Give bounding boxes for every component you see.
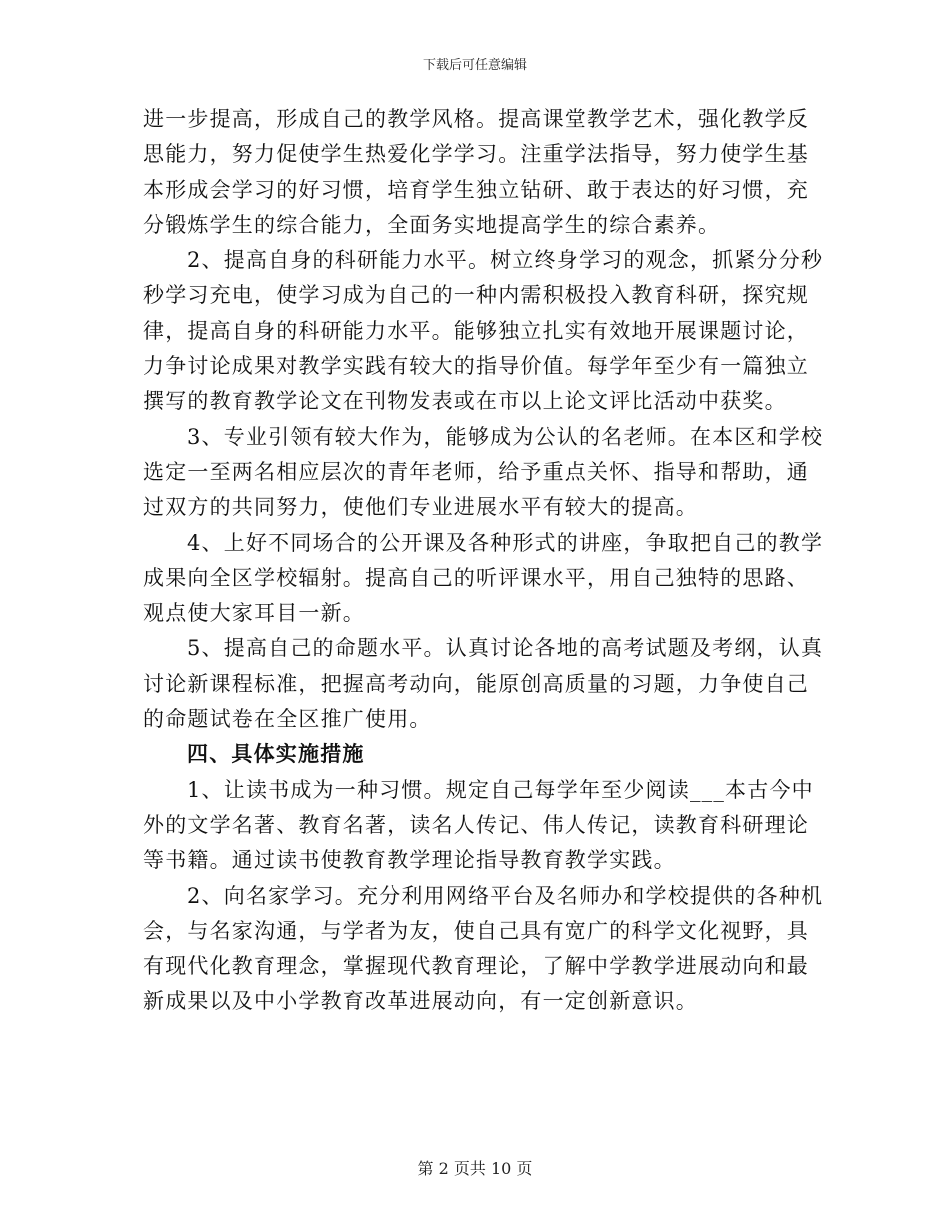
document-body <box>143 102 824 1020</box>
text-line: 秒学习充电，使学习成为自己的一种内需积极投入教育科研，探究规 <box>143 283 809 308</box>
page-header: 下载后可任意编辑 <box>422 58 527 73</box>
page-footer: 第 2 页共 10 页 <box>417 1159 533 1178</box>
text-line: 选定一至两名相应层次的青年老师，给予重点关怀、指导和帮助，通 <box>143 459 809 484</box>
text-line: 撰写的教育教学论文在刊物发表或在市以上论文评比活动中获奖。 <box>143 389 787 414</box>
text-line: 思能力，努力促使学生热爱化学学习。注重学法指导，努力使学生基 <box>143 142 809 167</box>
text-line: 律，提高自身的科研能力水平。能够独立扎实有效地开展课题讨论， <box>143 318 809 343</box>
text-line: 新成果以及中小学教育改革进展动向，有一定创新意识。 <box>143 989 698 1014</box>
text-line: 1、让读书成为一种习惯。规定自己每学年至少阅读___本古今中 <box>187 777 814 802</box>
text-line: 讨论新课程标准，把握高考动向，能原创高质量的习题，力争使自己 <box>143 671 809 696</box>
text-line: 会，与名家沟通，与学者为友，使自己具有宽广的科学文化视野，具 <box>143 918 809 943</box>
section-heading: 四、具体实施措施 <box>187 742 365 767</box>
text-line: 成果向全区学校辐射。提高自己的听评课水平，用自己独特的思路、 <box>143 565 809 590</box>
text-line: 有现代化教育理念，掌握现代教育理论，了解中学教学进展动向和最 <box>143 954 809 979</box>
text-line: 分锻炼学生的综合能力，全面务实地提高学生的综合素养。 <box>143 212 721 237</box>
text-line: 过双方的共同努力，使他们专业进展水平有较大的提高。 <box>143 495 698 520</box>
text-line: 2、向名家学习。充分利用网络平台及名师办和学校提供的各种机 <box>187 883 824 908</box>
text-line: 的命题试卷在全区推广使用。 <box>143 707 432 732</box>
text-line: 4、上好不同场合的公开课及各种形式的讲座，争取把自己的教学 <box>187 530 824 555</box>
text-line: 等书籍。通过读书使教育教学理论指导教育教学实践。 <box>143 848 676 873</box>
text-line: 2、提高自身的科研能力水平。树立终身学习的观念，抓紧分分秒 <box>187 248 824 273</box>
text-line: 观点使大家耳目一新。 <box>143 601 365 626</box>
text-line: 5、提高自己的命题水平。认真讨论各地的高考试题及考纲，认真 <box>187 636 824 661</box>
text-line: 进一步提高，形成自己的教学风格。提高课堂教学艺术，强化教学反 <box>143 107 809 131</box>
text-line: 力争讨论成果对教学实践有较大的指导价值。每学年至少有一篇独立 <box>143 354 809 379</box>
text-line: 3、专业引领有较大作为，能够成为公认的名老师。在本区和学校 <box>187 424 824 449</box>
text-line: 外的文学名著、教育名著，读名人传记、伟人传记，读教育科研理论 <box>143 812 809 837</box>
text-line: 本形成会学习的好习惯，培育学生独立钻研、敢于表达的好习惯，充 <box>143 177 809 202</box>
